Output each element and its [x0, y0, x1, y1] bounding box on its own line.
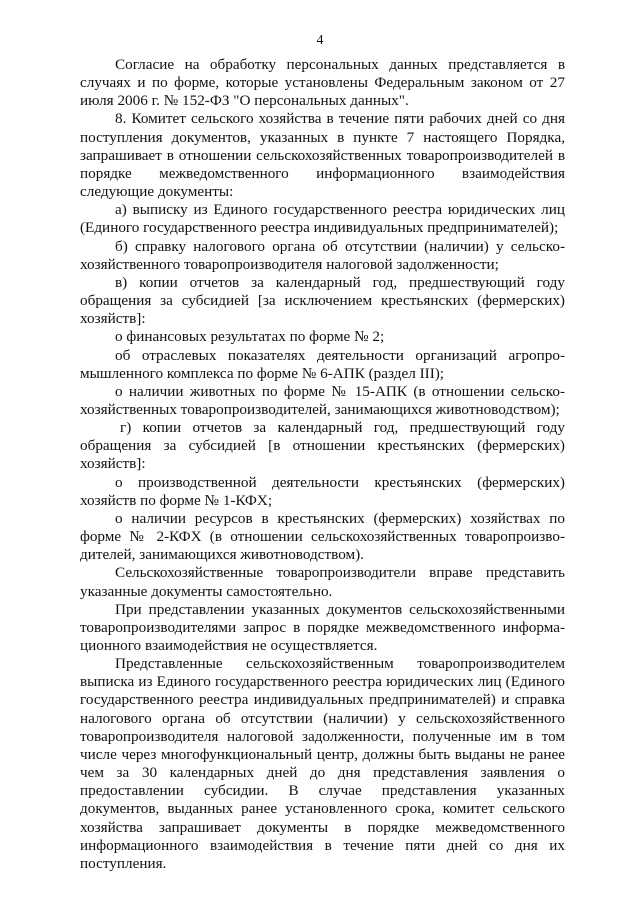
page-number: 4 [316, 33, 324, 48]
paragraph-item-8: 8. Комитет сельского хозяйства в течение пяти рабочих дней со дня поступления документов, указанных в пункте 7 настоящего Порядка, запрашивает в отношении сельскохозяйственных товаропроизводителей в порядке межведомственного информационного взаимодействия следующие документы: [80, 110, 565, 201]
paragraph-item-8-v-sector: об отраслевых показателях деятельности организаций агропромышленного комплекса по форме № 6-АПК (раздел III); [80, 346, 565, 382]
paragraph-item-8-a: а) выписку из Единого государственного реестра юридических лиц (Единого государственного реестра индивидуальных предпринимателей); [80, 201, 565, 237]
paragraph-item-8-v-financial: о финансовых результатах по форме № 2; [115, 328, 385, 346]
paragraph-item-8-v-animals: о наличии животных по форме № 15-АПК (в отношении сельскохозяйственных товаропроизводителей, занимающихся животноводством); [80, 382, 565, 418]
paragraph-right-to-submit: Сельскохозяйственные товаропроизводители вправе представить указанные документы самостоятельно. [80, 564, 565, 600]
paragraph-consent: Согласие на обработку персональных данных представляется в случаях и по форме, которые установлены Федеральным законом от 27 июля 2006 г. № 152-ФЗ "О персональных данных". [80, 56, 565, 110]
paragraph-item-8-v: в) копии отчетов за календарный год, предшествующий году обращения за субсидией [за исключением крестьянских (фермерских) хозяйств]: [80, 273, 565, 328]
paragraph-item-8-g-production: о производственной деятельности крестьянских (фермерских) хозяйств по форме № 1-КФХ; [80, 473, 565, 509]
body-text [80, 56, 565, 873]
paragraph-item-8-g: г) копии отчетов за календарный год, предшествующий году обращения за субсидией [в отношении крестьянских (фермерских) хозяйств]: [80, 419, 565, 473]
paragraph-no-interagency-request: При представлении указанных документов сельскохозяйственными товаропроизводителями запрос в порядке межведомственного информационного взаимодействия не осуществляется. [80, 600, 565, 654]
paragraph-item-8-g-resources: о наличии ресурсов в крестьянских (фермерских) хозяйствах по форме № 2-КФХ (в отношении сельскохозяйственных товаропроизводителей, занимающихся животноводством). [80, 509, 565, 564]
paragraph-document-validity: Представленные сельскохозяйственным товаропроизводителем выписка из Единого государственного реестра юридических лиц (Единого государственного реестра индивидуальных предпринимателей) и справка налогового органа об отсутствии (наличии) у сельскохозяйственного товаропроизводителя налоговой задолженности, полученные им в том числе через многофункциональный центр, должны быть выданы не ранее чем за 30 календарных дней до дня представления заявления о предоставлении субсидии. В случае представления указанных документов, выданных ранее установленного срока, комитет сельского хозяйства запрашивает документы в порядке межведомственного информационного взаимодействия в течение пяти дней со дня их поступления. [80, 655, 565, 872]
paragraph-item-8-b: б) справку налогового органа об отсутствии (наличии) у сельскохозяйственного товаропроизводителя налоговой задолженности; [80, 237, 565, 273]
